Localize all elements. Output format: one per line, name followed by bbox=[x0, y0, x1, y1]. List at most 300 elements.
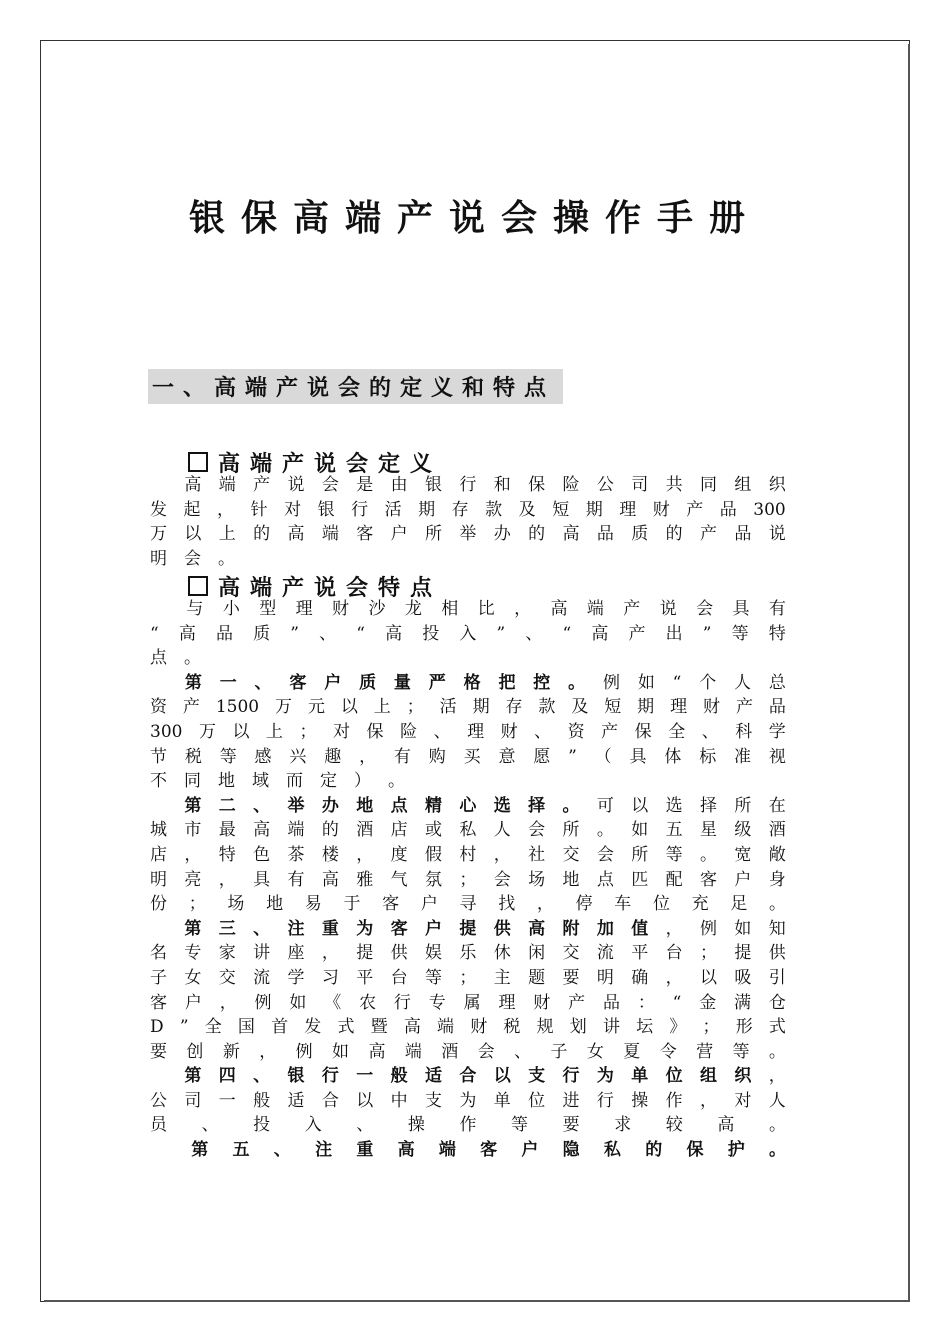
glyph: 趣 bbox=[324, 746, 342, 767]
glyph: 由 bbox=[390, 475, 408, 495]
glyph: 要 bbox=[562, 967, 580, 988]
glyph: 可 bbox=[596, 795, 614, 816]
glyph: 值 bbox=[631, 918, 649, 939]
glyph: 司 bbox=[631, 475, 649, 495]
glyph: 有 bbox=[393, 746, 411, 767]
glyph: 氛 bbox=[425, 869, 442, 890]
glyph: 视 bbox=[768, 746, 786, 767]
features-paragraph bbox=[150, 597, 786, 1163]
glyph: 位 bbox=[665, 1066, 683, 1087]
glyph: 。 bbox=[769, 894, 786, 915]
glyph: 台 bbox=[665, 943, 683, 964]
glyph: 端 bbox=[404, 1041, 422, 1062]
glyph: 万 bbox=[275, 697, 293, 718]
glyph: 供 bbox=[768, 943, 786, 964]
glyph: 。 bbox=[596, 820, 614, 841]
glyph: 会 bbox=[696, 599, 714, 619]
glyph: 有 bbox=[287, 869, 305, 890]
glyph: 为 bbox=[356, 918, 374, 939]
glyph: 名 bbox=[150, 943, 167, 964]
glyph: 提 bbox=[459, 918, 477, 939]
glyph: 子 bbox=[150, 967, 167, 988]
glyph: 般 bbox=[390, 1066, 408, 1087]
glyph: 支 bbox=[528, 1066, 546, 1087]
glyph: 以 bbox=[700, 967, 717, 988]
glyph: 品 bbox=[768, 697, 786, 718]
glyph: 产 bbox=[735, 697, 753, 718]
glyph: 学 bbox=[768, 721, 786, 742]
glyph: 期 bbox=[637, 697, 655, 718]
glyph: 般 bbox=[253, 1090, 271, 1111]
glyph: 会 bbox=[528, 820, 546, 841]
glyph: 比 bbox=[477, 599, 495, 619]
glyph: 要 bbox=[562, 1115, 580, 1136]
glyph: 夏 bbox=[623, 1041, 641, 1062]
glyph: 学 bbox=[287, 967, 305, 988]
glyph: 户 bbox=[425, 918, 442, 939]
glyph: 满 bbox=[734, 992, 752, 1013]
glyph: 雅 bbox=[356, 869, 374, 890]
glyph: 供 bbox=[390, 943, 408, 964]
glyph: 高 bbox=[184, 475, 202, 495]
glyph: ； bbox=[702, 1017, 720, 1038]
glyph: 银 bbox=[287, 1066, 305, 1087]
glyph: 高 bbox=[397, 1140, 415, 1161]
glyph: 产 bbox=[628, 623, 646, 644]
glyph: 寻 bbox=[459, 894, 477, 915]
glyph: 节 bbox=[150, 746, 167, 767]
glyph: 以 bbox=[232, 721, 250, 742]
glyph: 属 bbox=[463, 992, 481, 1013]
text-line bbox=[150, 1040, 786, 1065]
glyph: 质 bbox=[631, 524, 649, 545]
glyph: 组 bbox=[734, 475, 752, 495]
glyph: 行 bbox=[321, 1066, 339, 1087]
glyph: 端 bbox=[586, 599, 604, 619]
glyph: 度 bbox=[390, 844, 408, 865]
glyph: 酒 bbox=[356, 820, 374, 841]
glyph: 护 bbox=[727, 1140, 745, 1161]
text-line bbox=[150, 522, 786, 547]
glyph: 高 bbox=[550, 599, 568, 619]
glyph: 税 bbox=[184, 746, 202, 767]
glyph: 而 bbox=[286, 771, 303, 792]
glyph: 家 bbox=[218, 943, 236, 964]
glyph: 私 bbox=[459, 820, 477, 841]
glyph: 乐 bbox=[459, 943, 477, 964]
glyph: 高 bbox=[253, 820, 271, 841]
glyph: 、 bbox=[701, 721, 719, 742]
glyph: 进 bbox=[562, 1090, 580, 1111]
glyph: 理 bbox=[467, 721, 485, 742]
glyph: 人 bbox=[768, 1090, 786, 1111]
glyph: 个 bbox=[699, 672, 717, 693]
glyph: 端 bbox=[437, 1017, 455, 1038]
glyph: 引 bbox=[768, 967, 786, 988]
glyph: 茶 bbox=[287, 844, 305, 865]
glyph: 客 bbox=[480, 1140, 498, 1161]
text-line bbox=[150, 671, 786, 696]
glyph: 知 bbox=[768, 918, 786, 939]
glyph: 共 bbox=[665, 475, 683, 495]
glyph: 提 bbox=[734, 943, 752, 964]
glyph: 存 bbox=[505, 697, 523, 718]
glyph: 对 bbox=[734, 1090, 752, 1111]
glyph: 场 bbox=[528, 869, 546, 890]
glyph: 户 bbox=[521, 1140, 539, 1161]
glyph: 财 bbox=[332, 599, 350, 619]
glyph: 女 bbox=[184, 967, 202, 988]
glyph: 营 bbox=[696, 1041, 714, 1062]
glyph: 点 bbox=[390, 795, 408, 816]
glyph: 织 bbox=[768, 475, 786, 495]
glyph: 例 bbox=[700, 918, 717, 939]
glyph: 主 bbox=[493, 967, 511, 988]
glyph: 酒 bbox=[768, 820, 786, 841]
text-line bbox=[150, 1089, 786, 1114]
glyph: 级 bbox=[734, 820, 752, 841]
glyph: 找 bbox=[498, 894, 516, 915]
glyph: 上 bbox=[373, 697, 391, 718]
glyph: 加 bbox=[596, 918, 614, 939]
glyph: 支 bbox=[425, 1090, 442, 1111]
glyph: 端 bbox=[321, 524, 339, 545]
glyph: 期 bbox=[472, 697, 490, 718]
glyph: 、 bbox=[433, 721, 451, 742]
glyph: 要 bbox=[150, 1041, 167, 1062]
glyph: 第 bbox=[184, 1066, 202, 1087]
glyph: 精 bbox=[425, 795, 442, 816]
glyph: 三 bbox=[218, 918, 236, 939]
glyph: （ bbox=[594, 746, 612, 767]
glyph: 社 bbox=[528, 844, 546, 865]
glyph: 发 bbox=[150, 499, 167, 520]
glyph: 供 bbox=[493, 918, 511, 939]
glyph: 作 bbox=[459, 1115, 477, 1136]
glyph: 单 bbox=[631, 1066, 649, 1087]
glyph: 第 bbox=[191, 1140, 209, 1161]
glyph: 座 bbox=[287, 943, 305, 964]
glyph: 式 bbox=[768, 1017, 786, 1038]
glyph: 短 bbox=[552, 499, 570, 520]
glyph: 一 bbox=[219, 672, 237, 693]
glyph: 重 bbox=[321, 918, 339, 939]
glyph: 楼 bbox=[321, 844, 339, 865]
text-line bbox=[150, 622, 786, 647]
glyph: 户 bbox=[184, 992, 202, 1013]
glyph: 相 bbox=[441, 599, 459, 619]
glyph: 高 bbox=[385, 623, 403, 644]
glyph: “ bbox=[672, 672, 682, 693]
glyph: 人 bbox=[493, 820, 511, 841]
glyph: 发 bbox=[304, 1017, 322, 1038]
glyph bbox=[150, 597, 167, 622]
glyph: 期 bbox=[585, 499, 603, 520]
text-line bbox=[150, 745, 786, 770]
glyph: 资 bbox=[567, 721, 585, 742]
glyph: 说 bbox=[659, 599, 677, 619]
glyph: 端 bbox=[438, 1140, 456, 1161]
glyph: 投 bbox=[253, 1115, 271, 1136]
glyph: 会 bbox=[493, 869, 511, 890]
glyph: 如 bbox=[637, 672, 655, 693]
glyph: 以 bbox=[356, 1090, 374, 1111]
glyph: 元 bbox=[307, 697, 325, 718]
glyph: ： bbox=[637, 992, 655, 1013]
glyph: 、 bbox=[201, 1115, 219, 1136]
glyph: 、 bbox=[253, 918, 271, 939]
glyph: 亮 bbox=[184, 869, 202, 890]
glyph: 员 bbox=[150, 1115, 167, 1136]
glyph: ， bbox=[514, 599, 532, 619]
glyph: 买 bbox=[463, 746, 481, 767]
glyph: 300 bbox=[150, 721, 183, 742]
glyph: 300 bbox=[753, 499, 786, 520]
glyph: 及 bbox=[571, 697, 589, 718]
glyph: 求 bbox=[614, 1115, 632, 1136]
glyph: ， bbox=[218, 869, 236, 890]
glyph: 。 bbox=[768, 1115, 786, 1136]
glyph: 足 bbox=[730, 894, 748, 915]
glyph: 织 bbox=[734, 1066, 752, 1087]
glyph: 注 bbox=[315, 1140, 333, 1161]
glyph: ； bbox=[299, 721, 317, 742]
glyph: 酒 bbox=[441, 1041, 459, 1062]
glyph: 习 bbox=[321, 967, 339, 988]
glyph: 产 bbox=[568, 992, 586, 1013]
glyph: 隐 bbox=[562, 1140, 580, 1161]
document-title: 银保高端产说会操作手册 bbox=[188, 197, 761, 239]
glyph: ” bbox=[702, 623, 712, 644]
glyph: 城 bbox=[150, 820, 167, 841]
glyph: “ bbox=[356, 623, 365, 644]
text-line bbox=[150, 1138, 786, 1163]
glyph: 令 bbox=[659, 1041, 677, 1062]
glyph: 专 bbox=[184, 943, 202, 964]
glyph: 子 bbox=[550, 1041, 568, 1062]
glyph: 、 bbox=[253, 1066, 271, 1087]
glyph: 划 bbox=[569, 1017, 587, 1038]
glyph: 愿 bbox=[533, 746, 551, 767]
glyph: 平 bbox=[356, 967, 374, 988]
glyph: 对 bbox=[284, 499, 302, 520]
glyph: 、 bbox=[356, 1115, 374, 1136]
glyph: 专 bbox=[428, 992, 446, 1013]
glyph: 明 bbox=[150, 548, 167, 569]
glyph: 上 bbox=[218, 524, 236, 545]
checkbox-bullet-icon bbox=[188, 452, 208, 472]
glyph: 假 bbox=[425, 844, 442, 865]
glyph: 一 bbox=[356, 1066, 374, 1087]
glyph: 户 bbox=[734, 869, 752, 890]
glyph: 第 bbox=[184, 795, 202, 816]
glyph: 理 bbox=[619, 499, 637, 520]
glyph: 期 bbox=[418, 499, 436, 520]
definition-paragraph bbox=[150, 473, 786, 571]
glyph: 产 bbox=[623, 599, 641, 619]
glyph: 客 bbox=[382, 894, 400, 915]
glyph: 流 bbox=[253, 967, 271, 988]
glyph: 等 bbox=[731, 623, 749, 644]
glyph: 客 bbox=[356, 524, 374, 545]
glyph: 国 bbox=[237, 1017, 255, 1038]
glyph: 择 bbox=[528, 795, 546, 816]
glyph: 金 bbox=[699, 992, 717, 1013]
glyph: 身 bbox=[768, 869, 786, 890]
glyph: ” bbox=[568, 746, 577, 767]
glyph: 交 bbox=[562, 943, 580, 964]
glyph: 合 bbox=[321, 1090, 339, 1111]
glyph: 操 bbox=[631, 1090, 649, 1111]
glyph: 起 bbox=[183, 499, 201, 520]
glyph: 提 bbox=[356, 943, 374, 964]
glyph: 行 bbox=[596, 1090, 614, 1111]
text-line bbox=[150, 1015, 786, 1040]
glyph: 私 bbox=[603, 1140, 621, 1161]
glyph: 于 bbox=[343, 894, 361, 915]
glyph: 入 bbox=[304, 1115, 322, 1136]
glyph: 作 bbox=[665, 1090, 683, 1111]
glyph: 活 bbox=[384, 499, 402, 520]
glyph: 适 bbox=[287, 1090, 305, 1111]
glyph: ， bbox=[184, 844, 202, 865]
glyph: 行 bbox=[351, 499, 369, 520]
glyph: 不 bbox=[150, 771, 167, 792]
text-line bbox=[150, 769, 786, 794]
glyph: 和 bbox=[493, 475, 511, 495]
glyph: 产 bbox=[182, 697, 200, 718]
text-line bbox=[150, 892, 786, 917]
glyph: 。 bbox=[218, 548, 235, 569]
glyph bbox=[150, 473, 167, 498]
glyph: 明 bbox=[596, 967, 614, 988]
glyph: 定 bbox=[320, 771, 337, 792]
glyph: 同 bbox=[184, 771, 201, 792]
glyph: 等 bbox=[425, 967, 442, 988]
glyph: 沙 bbox=[368, 599, 386, 619]
glyph: 标 bbox=[699, 746, 717, 767]
glyph: 万 bbox=[198, 721, 216, 742]
glyph: 交 bbox=[218, 967, 236, 988]
glyph: 及 bbox=[518, 499, 536, 520]
glyph: 组 bbox=[700, 1066, 717, 1087]
glyph: 存 bbox=[451, 499, 469, 520]
glyph: 行 bbox=[562, 1066, 580, 1087]
glyph: 色 bbox=[253, 844, 271, 865]
glyph: 户 bbox=[324, 672, 342, 693]
glyph: 全 bbox=[204, 1017, 222, 1038]
glyph: 中 bbox=[390, 1090, 408, 1111]
glyph: 车 bbox=[614, 894, 632, 915]
glyph: 娱 bbox=[425, 943, 442, 964]
glyph: 是 bbox=[356, 475, 374, 495]
glyph: 星 bbox=[700, 820, 717, 841]
text-line bbox=[150, 966, 786, 991]
glyph: 》 bbox=[669, 1017, 687, 1038]
glyph: 。 bbox=[184, 648, 201, 669]
glyph: 高 bbox=[717, 1115, 735, 1136]
glyph: 高 bbox=[591, 623, 609, 644]
glyph: 格 bbox=[463, 672, 481, 693]
glyph: 总 bbox=[768, 672, 786, 693]
glyph: 控 bbox=[533, 672, 551, 693]
glyph: 平 bbox=[631, 943, 649, 964]
glyph: 公 bbox=[150, 1090, 167, 1111]
text-line bbox=[150, 1113, 786, 1138]
glyph: 全 bbox=[668, 721, 686, 742]
glyph: 形 bbox=[735, 1017, 753, 1038]
glyph: 品 bbox=[602, 992, 620, 1013]
glyph: 理 bbox=[295, 599, 313, 619]
glyph: 购 bbox=[428, 746, 446, 767]
glyph: 气 bbox=[390, 869, 408, 890]
glyph: 有 bbox=[768, 599, 786, 619]
glyph: 举 bbox=[287, 795, 305, 816]
glyph: 意 bbox=[498, 746, 516, 767]
glyph: 市 bbox=[184, 820, 202, 841]
glyph: 说 bbox=[287, 475, 305, 495]
glyph: 行 bbox=[393, 992, 411, 1013]
text-line bbox=[150, 818, 786, 843]
glyph bbox=[150, 794, 167, 819]
glyph: 高 bbox=[178, 623, 196, 644]
glyph: 银 bbox=[425, 475, 442, 495]
glyph: 量 bbox=[393, 672, 411, 693]
section-heading: 一、高端产说会的定义和特点 bbox=[148, 369, 563, 404]
glyph: 规 bbox=[536, 1017, 554, 1038]
text-line bbox=[150, 646, 786, 671]
glyph: 高 bbox=[403, 1017, 421, 1038]
glyph: 的 bbox=[645, 1140, 663, 1161]
glyph: 点 bbox=[596, 869, 614, 890]
glyph: 理 bbox=[498, 992, 516, 1013]
glyph bbox=[150, 1138, 167, 1163]
glyph: 地 bbox=[562, 869, 580, 890]
glyph: ， bbox=[768, 1066, 786, 1087]
glyph: 理 bbox=[670, 697, 688, 718]
glyph: 质 bbox=[253, 623, 271, 644]
glyph: 流 bbox=[596, 943, 614, 964]
glyph: 对 bbox=[333, 721, 351, 742]
glyph: 科 bbox=[735, 721, 753, 742]
glyph: 保 bbox=[366, 721, 384, 742]
glyph: ； bbox=[406, 697, 424, 718]
glyph: 操 bbox=[407, 1115, 425, 1136]
glyph: 保 bbox=[634, 721, 652, 742]
glyph: 等 bbox=[665, 844, 683, 865]
glyph: 户 bbox=[420, 894, 438, 915]
glyph: 客 bbox=[150, 992, 167, 1013]
glyph: 客 bbox=[700, 869, 717, 890]
glyph: 会 bbox=[596, 844, 614, 865]
glyph: 体 bbox=[664, 746, 682, 767]
glyph: 例 bbox=[254, 992, 272, 1013]
glyph: 女 bbox=[586, 1041, 604, 1062]
glyph: 品 bbox=[734, 524, 752, 545]
subheading-label: 高端产说会特点 bbox=[218, 575, 443, 601]
glyph: 单 bbox=[493, 1090, 511, 1111]
glyph: 选 bbox=[493, 795, 511, 816]
glyph: 准 bbox=[734, 746, 752, 767]
text-line bbox=[150, 473, 786, 498]
text-line bbox=[150, 498, 786, 523]
glyph: “ bbox=[562, 623, 572, 644]
glyph: 。 bbox=[388, 771, 405, 792]
glyph: 针 bbox=[250, 499, 268, 520]
glyph: 匹 bbox=[631, 869, 649, 890]
glyph: 具 bbox=[253, 869, 271, 890]
glyph: ” bbox=[290, 623, 299, 644]
